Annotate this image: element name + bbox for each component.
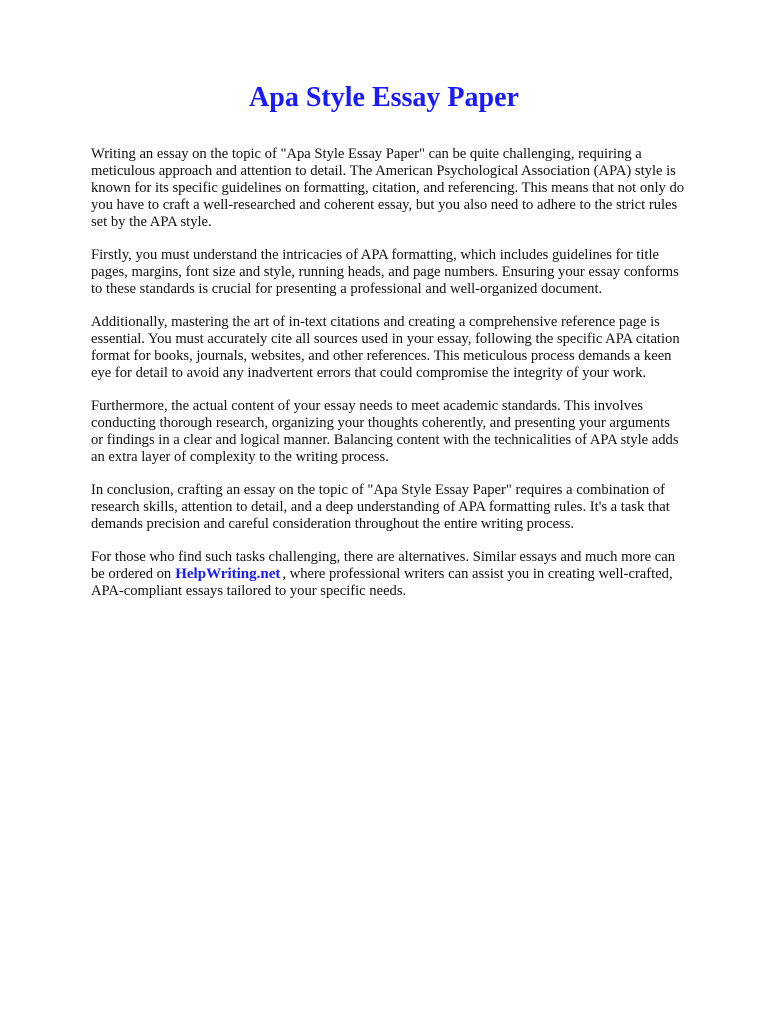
paragraph-line: For those who find such tasks challenging, there are alternatives. Similar essays and much more can <box>91 549 675 565</box>
paragraph-line: pages, margins, font size and style, running heads, and page numbers. Ensuring your essay conforms <box>91 264 679 280</box>
helpwriting-link[interactable]: HelpWriting.net <box>175 566 281 582</box>
paragraph-line: Writing an essay on the topic of "Apa Style Essay Paper" can be quite challenging, requiring a <box>91 146 642 162</box>
paragraph-line: known for its specific guidelines on formatting, citation, and referencing. This means that not only do <box>91 180 685 196</box>
paragraph-line-with-link <box>91 566 731 583</box>
paragraph-line: an extra layer of complexity to the writing process. <box>91 449 389 465</box>
paragraph-line: research skills, attention to detail, and a deep understanding of APA formatting rules. It's a task that <box>91 499 670 515</box>
paragraph-line: to these standards is crucial for presenting a professional and well-organized document. <box>91 281 603 297</box>
paragraph-line: eye for detail to avoid any inadvertent errors that could compromise the integrity of your work. <box>91 365 647 381</box>
paragraph-citations <box>91 314 731 382</box>
closing-text-before-link: be ordered on <box>91 566 172 582</box>
paragraph-line: format for books, journals, websites, and other references. This meticulous process demands a keen <box>91 348 672 364</box>
paragraph-content <box>91 398 731 466</box>
paragraph-line: APA-compliant essays tailored to your specific needs. <box>91 583 407 599</box>
document-title: Apa Style Essay Paper <box>249 82 519 113</box>
paragraph-line: In conclusion, crafting an essay on the topic of "Apa Style Essay Paper" requires a combination of <box>91 482 666 498</box>
paragraph-intro <box>91 146 731 231</box>
paragraph-line: demands precision and careful consideration throughout the entire writing process. <box>91 516 575 532</box>
paragraph-line: conducting thorough research, organizing your thoughts coherently, and presenting your arguments <box>91 415 670 431</box>
paragraph-line: set by the APA style. <box>91 214 212 230</box>
paragraph-line: Furthermore, the actual content of your essay needs to meet academic standards. This involves <box>91 398 644 414</box>
paragraph-closing <box>91 549 731 600</box>
paragraph-line: or findings in a clear and logical manner. Balancing content with the technicalities of APA style adds <box>91 432 679 448</box>
closing-text-after-link: , where professional writers can assist you in creating well-crafted, <box>282 566 673 582</box>
paragraph-line: Firstly, you must understand the intricacies of APA formatting, which includes guidelines for title <box>91 247 659 263</box>
document-body <box>91 146 731 616</box>
paragraph-line: essential. You must accurately cite all sources used in your essay, following the specific APA citation <box>91 331 680 347</box>
paragraph-conclusion <box>91 482 731 533</box>
paragraph-line: you have to craft a well-researched and coherent essay, but you also need to adhere to the strict rules <box>91 197 678 213</box>
paragraph-line: meticulous approach and attention to detail. The American Psychological Association (APA) style is <box>91 163 676 179</box>
paragraph-line: Additionally, mastering the art of in-text citations and creating a comprehensive reference page is <box>91 314 660 330</box>
paragraph-formatting <box>91 247 731 298</box>
